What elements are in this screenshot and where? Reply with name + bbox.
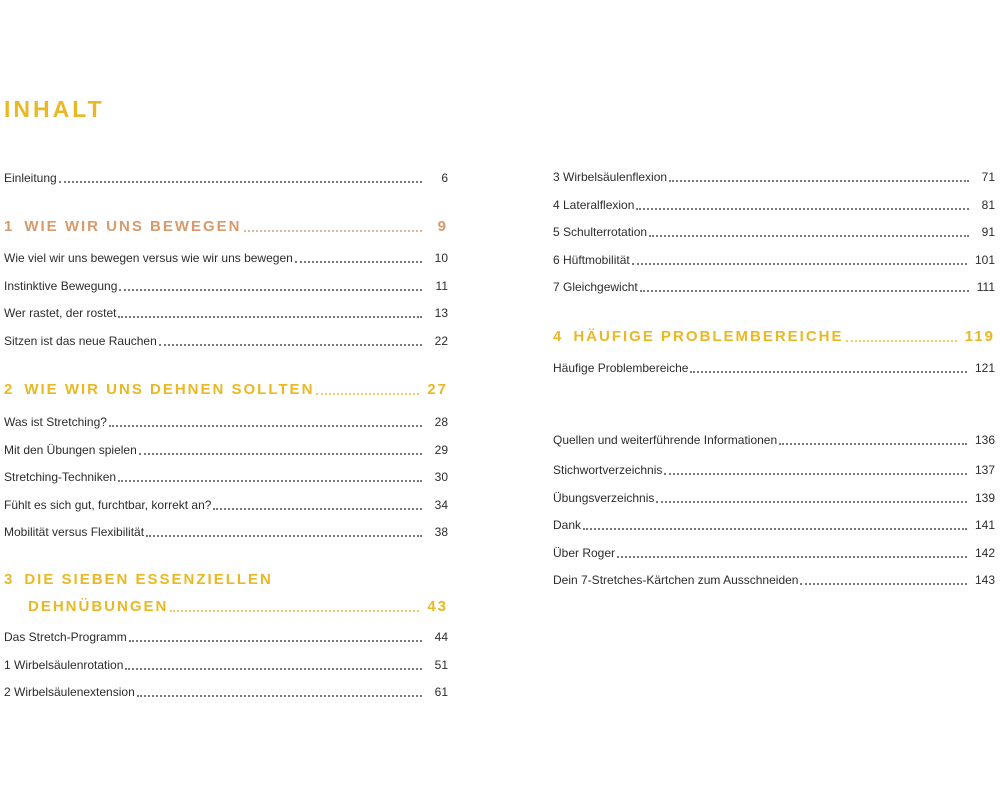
leader-dots <box>632 263 967 265</box>
chapter-title: HÄUFIGE PROBLEMBEREICHE <box>573 328 844 345</box>
toc-entry[interactable] <box>4 438 448 458</box>
leader-dots <box>316 393 419 395</box>
chapter-number: 2 <box>4 381 15 398</box>
toc-chapter-3[interactable] <box>4 594 448 616</box>
chapter-number: 1 <box>4 218 15 235</box>
leader-dots <box>583 528 967 530</box>
entry-label: Über Roger <box>553 546 616 560</box>
chapter-page: 43 <box>427 598 448 615</box>
entry-label: Stretching-Techniken <box>4 470 117 484</box>
entry-page: 141 <box>974 518 995 532</box>
entry-label: Das Stretch-Programm <box>4 630 127 644</box>
toc-entry[interactable] <box>4 246 448 266</box>
entry-label: Einleitung <box>4 171 57 185</box>
chapter-number: 4 <box>553 328 564 345</box>
toc-entry[interactable] <box>553 356 995 376</box>
toc-appendix-entry[interactable] <box>553 513 995 533</box>
entry-page: 121 <box>974 361 995 375</box>
entry-page: 44 <box>434 630 448 644</box>
leader-dots <box>649 235 969 237</box>
leader-dots <box>640 290 969 292</box>
entry-label: 7 Gleichgewicht <box>553 280 638 294</box>
entry-page: 111 <box>976 280 995 294</box>
entry-page: 29 <box>434 443 448 457</box>
entry-page: 10 <box>434 251 448 265</box>
leader-dots <box>656 501 967 503</box>
entry-label: Quellen und weiterführende Informationen <box>553 433 778 447</box>
entry-page: 30 <box>434 470 448 484</box>
entry-label: Dein 7-Stretches-Kärtchen zum Ausschneiden <box>553 573 799 587</box>
chapter-title: WIE WIR UNS DEHNEN SOLLTEN <box>24 381 315 398</box>
toc-chapter-3-heading[interactable] <box>4 571 448 589</box>
entry-label: 4 Lateralflexion <box>553 198 635 212</box>
entry-label: 5 Schulterrotation <box>553 225 648 239</box>
leader-dots <box>800 583 967 585</box>
leader-dots <box>617 556 967 558</box>
leader-dots <box>125 668 422 670</box>
toc-appendix-entry[interactable] <box>553 428 995 448</box>
entry-label: Sitzen ist das neue Rauchen <box>4 334 157 348</box>
leader-dots <box>139 453 422 455</box>
entry-label: 3 Wirbelsäulenflexion <box>553 170 668 184</box>
entry-page: 139 <box>974 491 995 505</box>
toc-entry[interactable] <box>4 329 448 349</box>
leader-dots <box>159 344 422 346</box>
entry-page: 11 <box>435 279 448 293</box>
leader-dots <box>129 640 422 642</box>
entry-page: 142 <box>974 546 995 560</box>
leader-dots <box>669 180 969 182</box>
toc-entry[interactable] <box>4 520 448 540</box>
chapter-title: DIE SIEBEN ESSENZIELLEN <box>24 571 273 588</box>
entry-label: Stichwortverzeichnis <box>553 463 663 477</box>
entry-label: 6 Hüftmobilität <box>553 253 630 267</box>
toc-entry[interactable] <box>4 410 448 430</box>
toc-entry[interactable] <box>553 193 995 213</box>
toc-entry[interactable] <box>4 653 448 673</box>
leader-dots <box>59 181 422 183</box>
leader-dots <box>244 230 422 232</box>
chapter-page: 27 <box>427 381 448 398</box>
chapter-page: 119 <box>964 328 995 345</box>
chapter-title-cont: DEHNÜBUNGEN <box>28 598 169 615</box>
leader-dots <box>137 695 422 697</box>
leader-dots <box>690 371 967 373</box>
chapter-page: 9 <box>437 218 448 235</box>
toc-chapter-2[interactable] <box>4 377 448 399</box>
entry-page: 13 <box>434 306 448 320</box>
entry-label: Instinktive Bewegung <box>4 279 118 293</box>
toc-entry[interactable] <box>4 493 448 513</box>
toc-entry-einleitung[interactable] <box>4 166 448 186</box>
entry-label: Was ist Stretching? <box>4 415 107 429</box>
chapter-number: 3 <box>4 571 15 588</box>
entry-page: 101 <box>974 253 995 267</box>
toc-appendix-entry[interactable] <box>553 458 995 478</box>
chapter-title: WIE WIR UNS BEWEGEN <box>24 218 242 235</box>
toc-entry[interactable] <box>4 274 448 294</box>
entry-page: 136 <box>974 433 995 447</box>
toc-entry[interactable] <box>4 680 448 700</box>
leader-dots <box>636 208 969 210</box>
entry-label: Mobilität versus Flexibilität <box>4 525 145 539</box>
entry-label: 1 Wirbelsäulenrotation <box>4 658 124 672</box>
leader-dots <box>109 425 422 427</box>
leader-dots <box>295 261 422 263</box>
entry-page: 61 <box>434 685 448 699</box>
entry-label: Mit den Übungen spielen <box>4 443 137 457</box>
entry-label: Dank <box>553 518 582 532</box>
page-title: INHALT <box>4 96 105 122</box>
leader-dots <box>213 508 422 510</box>
entry-label: Fühlt es sich gut, furchtbar, korrekt an? <box>4 498 212 512</box>
leader-dots <box>146 535 422 537</box>
entry-page: 28 <box>434 415 448 429</box>
toc-entry[interactable] <box>553 165 995 185</box>
entry-page: 22 <box>434 334 448 348</box>
toc-chapter-1[interactable] <box>4 214 448 236</box>
toc-appendix-entry[interactable] <box>553 568 995 588</box>
toc-entry[interactable] <box>4 301 448 321</box>
toc-entry[interactable] <box>4 625 448 645</box>
leader-dots <box>846 340 957 342</box>
toc-entry[interactable] <box>553 275 995 295</box>
entry-label: Wie viel wir uns bewegen versus wie wir uns bewegen <box>4 251 293 265</box>
toc-entry[interactable] <box>553 248 995 268</box>
leader-dots <box>779 443 967 445</box>
toc-appendix-entry[interactable] <box>553 541 995 561</box>
toc-entry[interactable] <box>4 465 448 485</box>
entry-page: 137 <box>974 463 995 477</box>
entry-page: 51 <box>434 658 448 672</box>
entry-page: 71 <box>981 170 995 184</box>
entry-label: Übungsverzeichnis <box>553 491 655 505</box>
entry-page: 38 <box>434 525 448 539</box>
leader-dots <box>664 473 967 475</box>
entry-page: 81 <box>981 198 995 212</box>
entry-page: 143 <box>974 573 995 587</box>
leader-dots <box>118 480 422 482</box>
entry-label: Wer rastet, der rostet <box>4 306 117 320</box>
entry-page: 6 <box>441 171 448 185</box>
entry-label: Häufige Problembereiche <box>553 361 689 375</box>
leader-dots <box>119 289 422 291</box>
toc-chapter-4[interactable] <box>553 324 995 346</box>
toc-appendix-entry[interactable] <box>553 486 995 506</box>
entry-label: 2 Wirbelsäulenextension <box>4 685 135 699</box>
entry-page: 34 <box>434 498 448 512</box>
leader-dots <box>118 316 422 318</box>
toc-entry[interactable] <box>553 220 995 240</box>
leader-dots <box>170 610 419 612</box>
entry-page: 91 <box>981 225 995 239</box>
